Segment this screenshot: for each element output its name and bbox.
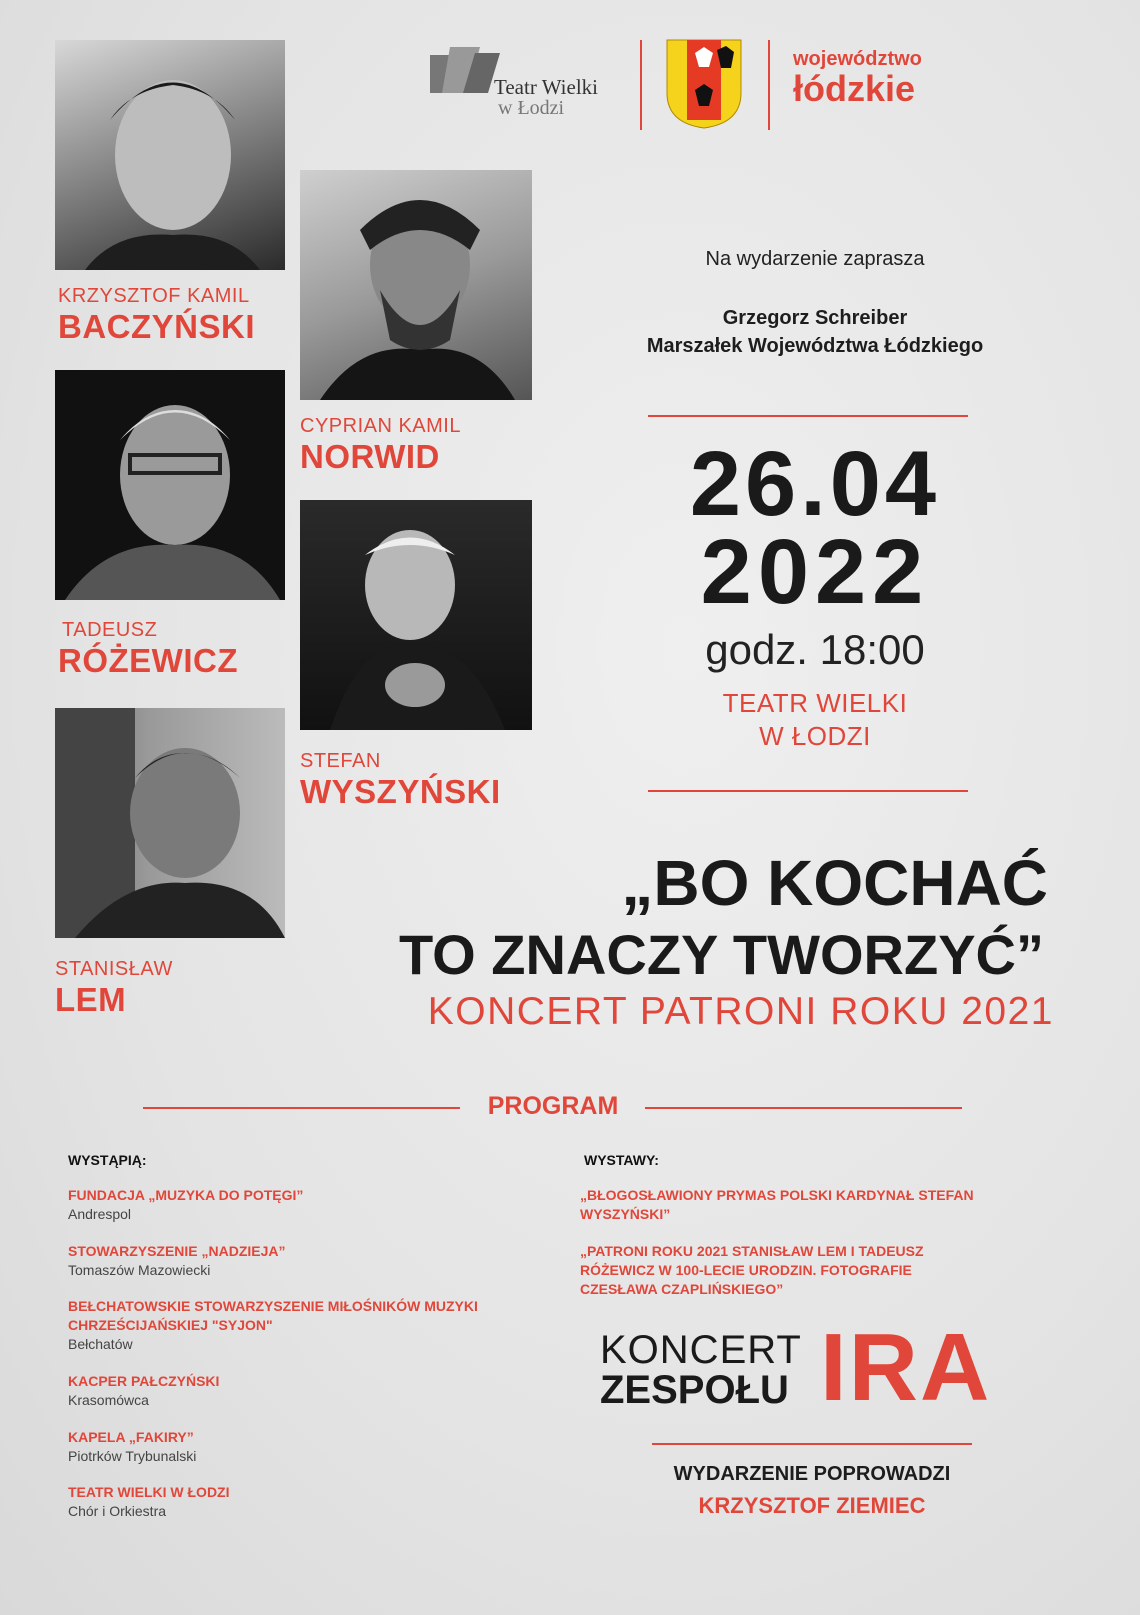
performer-place: Andrespol bbox=[68, 1206, 132, 1222]
host-name: Grzegorz Schreiber bbox=[722, 307, 908, 329]
performer-name: TEATR WIELKI W ŁODZI bbox=[68, 1484, 230, 1500]
concert-title-line1: „BO KOCHAĆ bbox=[621, 847, 1048, 919]
region-logo-line1: województwo bbox=[793, 48, 922, 70]
event-time: godz. 18:00 bbox=[705, 626, 925, 673]
concert-line1: KONCERT bbox=[600, 1328, 802, 1372]
photo-lem bbox=[55, 708, 285, 938]
teatr-logo-line2: w Łodzi bbox=[498, 97, 565, 119]
performer-name: BEŁCHATOWSKIE STOWARZYSZENIE MIŁOŚNIKÓW MUZYKI CHRZEŚCIJAŃSKIEJ "SYJON" bbox=[68, 1298, 478, 1333]
performer-item bbox=[68, 1186, 528, 1224]
patron-first-name: TADEUSZ bbox=[62, 619, 158, 641]
patron-last-name: NORWID bbox=[300, 438, 440, 475]
patron-first-name: KRZYSZTOF KAMIL bbox=[58, 285, 250, 307]
region-logo bbox=[793, 48, 922, 107]
patron-wyszynski bbox=[300, 750, 501, 811]
performer-name: STOWARZYSZENIE „NADZIEJA” bbox=[68, 1243, 286, 1259]
event-block bbox=[615, 433, 1015, 752]
photo-norwid bbox=[300, 170, 532, 400]
patron-last-name: WYSZYŃSKI bbox=[300, 773, 501, 810]
performers-heading: WYSTĄPIĄ: bbox=[68, 1152, 147, 1168]
venue-line1: TEATR WIELKI bbox=[722, 688, 908, 718]
band-name: IRA bbox=[820, 1314, 992, 1421]
concert-subtitle: KONCERT PATRONI ROKU 2021 bbox=[427, 990, 1054, 1033]
photo-wyszynski bbox=[300, 500, 532, 730]
invite-block bbox=[615, 248, 1015, 358]
event-date: 26.04 bbox=[689, 433, 941, 535]
moderator-block bbox=[612, 1463, 1012, 1519]
patron-lem bbox=[55, 958, 173, 1019]
performer-place: Krasomówca bbox=[68, 1392, 149, 1408]
moderator-label: WYDARZENIE POPROWADZI bbox=[673, 1463, 951, 1485]
teatr-logo-line1: Teatr Wielki bbox=[494, 75, 599, 99]
performer-item bbox=[68, 1297, 508, 1354]
logo-divider bbox=[768, 40, 770, 130]
performer-name: KAPELA „FAKIRY” bbox=[68, 1429, 194, 1445]
photo-rozewicz bbox=[55, 370, 285, 600]
logo-divider bbox=[640, 40, 642, 130]
divider bbox=[648, 790, 968, 792]
performer-item bbox=[68, 1483, 528, 1521]
divider bbox=[652, 1443, 972, 1445]
exhibitions-heading: WYSTAWY: bbox=[584, 1152, 659, 1168]
host-title: Marszałek Województwa Łódzkiego bbox=[646, 335, 984, 357]
performer-item bbox=[68, 1428, 528, 1466]
performer-place: Tomaszów Mazowiecki bbox=[68, 1262, 211, 1278]
teatr-wielki-mark-icon bbox=[430, 45, 500, 95]
divider bbox=[143, 1107, 460, 1109]
event-year: 2022 bbox=[700, 521, 930, 623]
coat-of-arms bbox=[665, 38, 743, 130]
patron-last-name: RÓŻEWICZ bbox=[58, 642, 238, 679]
patron-first-name: STANISŁAW bbox=[55, 958, 173, 980]
performer-place: Piotrków Trybunalski bbox=[68, 1448, 197, 1464]
exhibition-item: „PATRONI ROKU 2021 STANISŁAW LEM I TADEUSZ RÓŻEWICZ W 100-LECIE URODZIN. FOTOGRAFIE CZESŁAWA CZAPLIŃSKIEGO” bbox=[580, 1243, 924, 1297]
performer-place: Chór i Orkiestra bbox=[68, 1503, 167, 1519]
exhibition-item: „BŁOGOSŁAWIONY PRYMAS POLSKI KARDYNAŁ STEFAN WYSZYŃSKI” bbox=[580, 1187, 974, 1222]
invite-intro: Na wydarzenie zaprasza bbox=[705, 248, 925, 270]
patron-baczynski bbox=[58, 285, 255, 346]
patron-rozewicz bbox=[58, 619, 238, 680]
divider bbox=[648, 415, 968, 417]
concert-line2: ZESPOŁU bbox=[600, 1368, 789, 1412]
performer-item bbox=[68, 1242, 528, 1280]
venue-line2: W ŁODZI bbox=[759, 721, 871, 751]
region-logo-line2: łódzkie bbox=[793, 68, 916, 109]
program-heading: PROGRAM bbox=[487, 1092, 619, 1120]
teatr-wielki-logo bbox=[430, 45, 620, 120]
patron-first-name: CYPRIAN KAMIL bbox=[300, 415, 461, 437]
patron-first-name: STEFAN bbox=[300, 750, 381, 772]
performer-name: FUNDACJA „MUZYKA DO POTĘGI” bbox=[68, 1187, 304, 1203]
performer-item bbox=[68, 1372, 528, 1410]
photo-baczynski bbox=[55, 40, 285, 270]
concert-title-line2: TO ZNACZY TWORZYĆ” bbox=[398, 923, 1044, 986]
patron-last-name: LEM bbox=[55, 981, 127, 1018]
performer-place: Bełchatów bbox=[68, 1336, 133, 1352]
patron-last-name: BACZYŃSKI bbox=[58, 308, 256, 345]
moderator-name: KRZYSZTOF ZIEMIEC bbox=[698, 1493, 926, 1518]
performer-name: KACPER PAŁCZYŃSKI bbox=[68, 1373, 220, 1389]
patron-norwid bbox=[300, 415, 461, 476]
divider bbox=[645, 1107, 962, 1109]
